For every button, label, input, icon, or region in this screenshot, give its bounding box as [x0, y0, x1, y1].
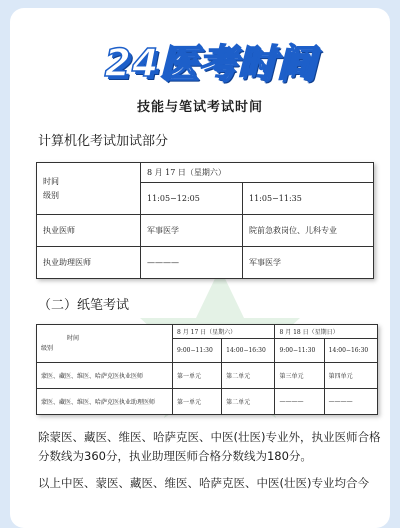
section-heading-paper: （二）纸笔考试	[38, 298, 130, 313]
subject-cell: 军事医学	[141, 215, 243, 247]
level-cell: 执业医师	[37, 215, 141, 247]
subject-cell: 院前急救岗位、儿科专业	[243, 215, 374, 247]
subtitle: 技能与笔试考试时间	[133, 96, 267, 115]
unit-cell: 第二单元	[222, 389, 275, 415]
section-heading-computer: 计算机化考试加试部分	[38, 134, 169, 149]
slot-header: 9:00−11:30	[173, 339, 222, 363]
table-row	[37, 363, 378, 389]
subject-cell: ————	[141, 247, 243, 279]
slot-header: 14:00−16:30	[324, 339, 377, 363]
date-header: 8 月 18 日（星期日）	[275, 325, 378, 339]
slot-header: 11:05−12:05	[141, 183, 243, 215]
unit-cell: ————	[324, 389, 377, 415]
table-row	[37, 247, 374, 279]
unit-cell: 第二单元	[222, 363, 275, 389]
hero-title	[70, 38, 350, 88]
note-paragraph: 除蒙医、藏医、维医、哈萨克医、中医(壮医)专业外，执业医师合格分数线为360分，执业助理医师合格分数线为180分。	[38, 430, 381, 463]
level-cell: 蒙医、藏医、维医、哈萨克医执业医师	[37, 363, 173, 389]
paper-exam-table	[36, 324, 378, 415]
corner-cell	[37, 163, 141, 215]
unit-cell: 第四单元	[324, 363, 377, 389]
corner-level-label: 级别	[43, 190, 59, 200]
slot-header: 14:00−16:30	[222, 339, 275, 363]
level-cell: 蒙医、藏医、维医、哈萨克医执业助理医师	[37, 389, 173, 415]
unit-cell: 第一单元	[173, 363, 222, 389]
hero-title-text: 24医考时间	[104, 41, 316, 85]
table-row	[37, 389, 378, 415]
level-cell: 执业助理医师	[37, 247, 141, 279]
date-header: 8 月 17 日（星期六）	[173, 325, 275, 339]
slot-header: 11:05−11:35	[243, 183, 374, 215]
unit-cell: 第一单元	[173, 389, 222, 415]
subject-cell: 军事医学	[243, 247, 374, 279]
subtitle-wrap	[10, 96, 390, 115]
note-paragraph-continued: 以上中医、蒙医、藏医、维医、哈萨克医、中医(壮医)专业均合今	[38, 476, 369, 490]
corner-cell	[37, 325, 173, 363]
content-card	[10, 8, 390, 528]
unit-cell: 第三单元	[275, 363, 324, 389]
slot-header: 9:00−11:30	[275, 339, 324, 363]
computer-exam-table	[36, 162, 374, 279]
unit-cell: ————	[275, 389, 324, 415]
date-header: 8 月 17 日（星期六）	[141, 163, 374, 183]
corner-level-label: 级别	[41, 344, 54, 352]
table-row	[37, 215, 374, 247]
corner-time-label: 时间	[67, 334, 80, 342]
corner-time-label: 时间	[43, 176, 59, 186]
